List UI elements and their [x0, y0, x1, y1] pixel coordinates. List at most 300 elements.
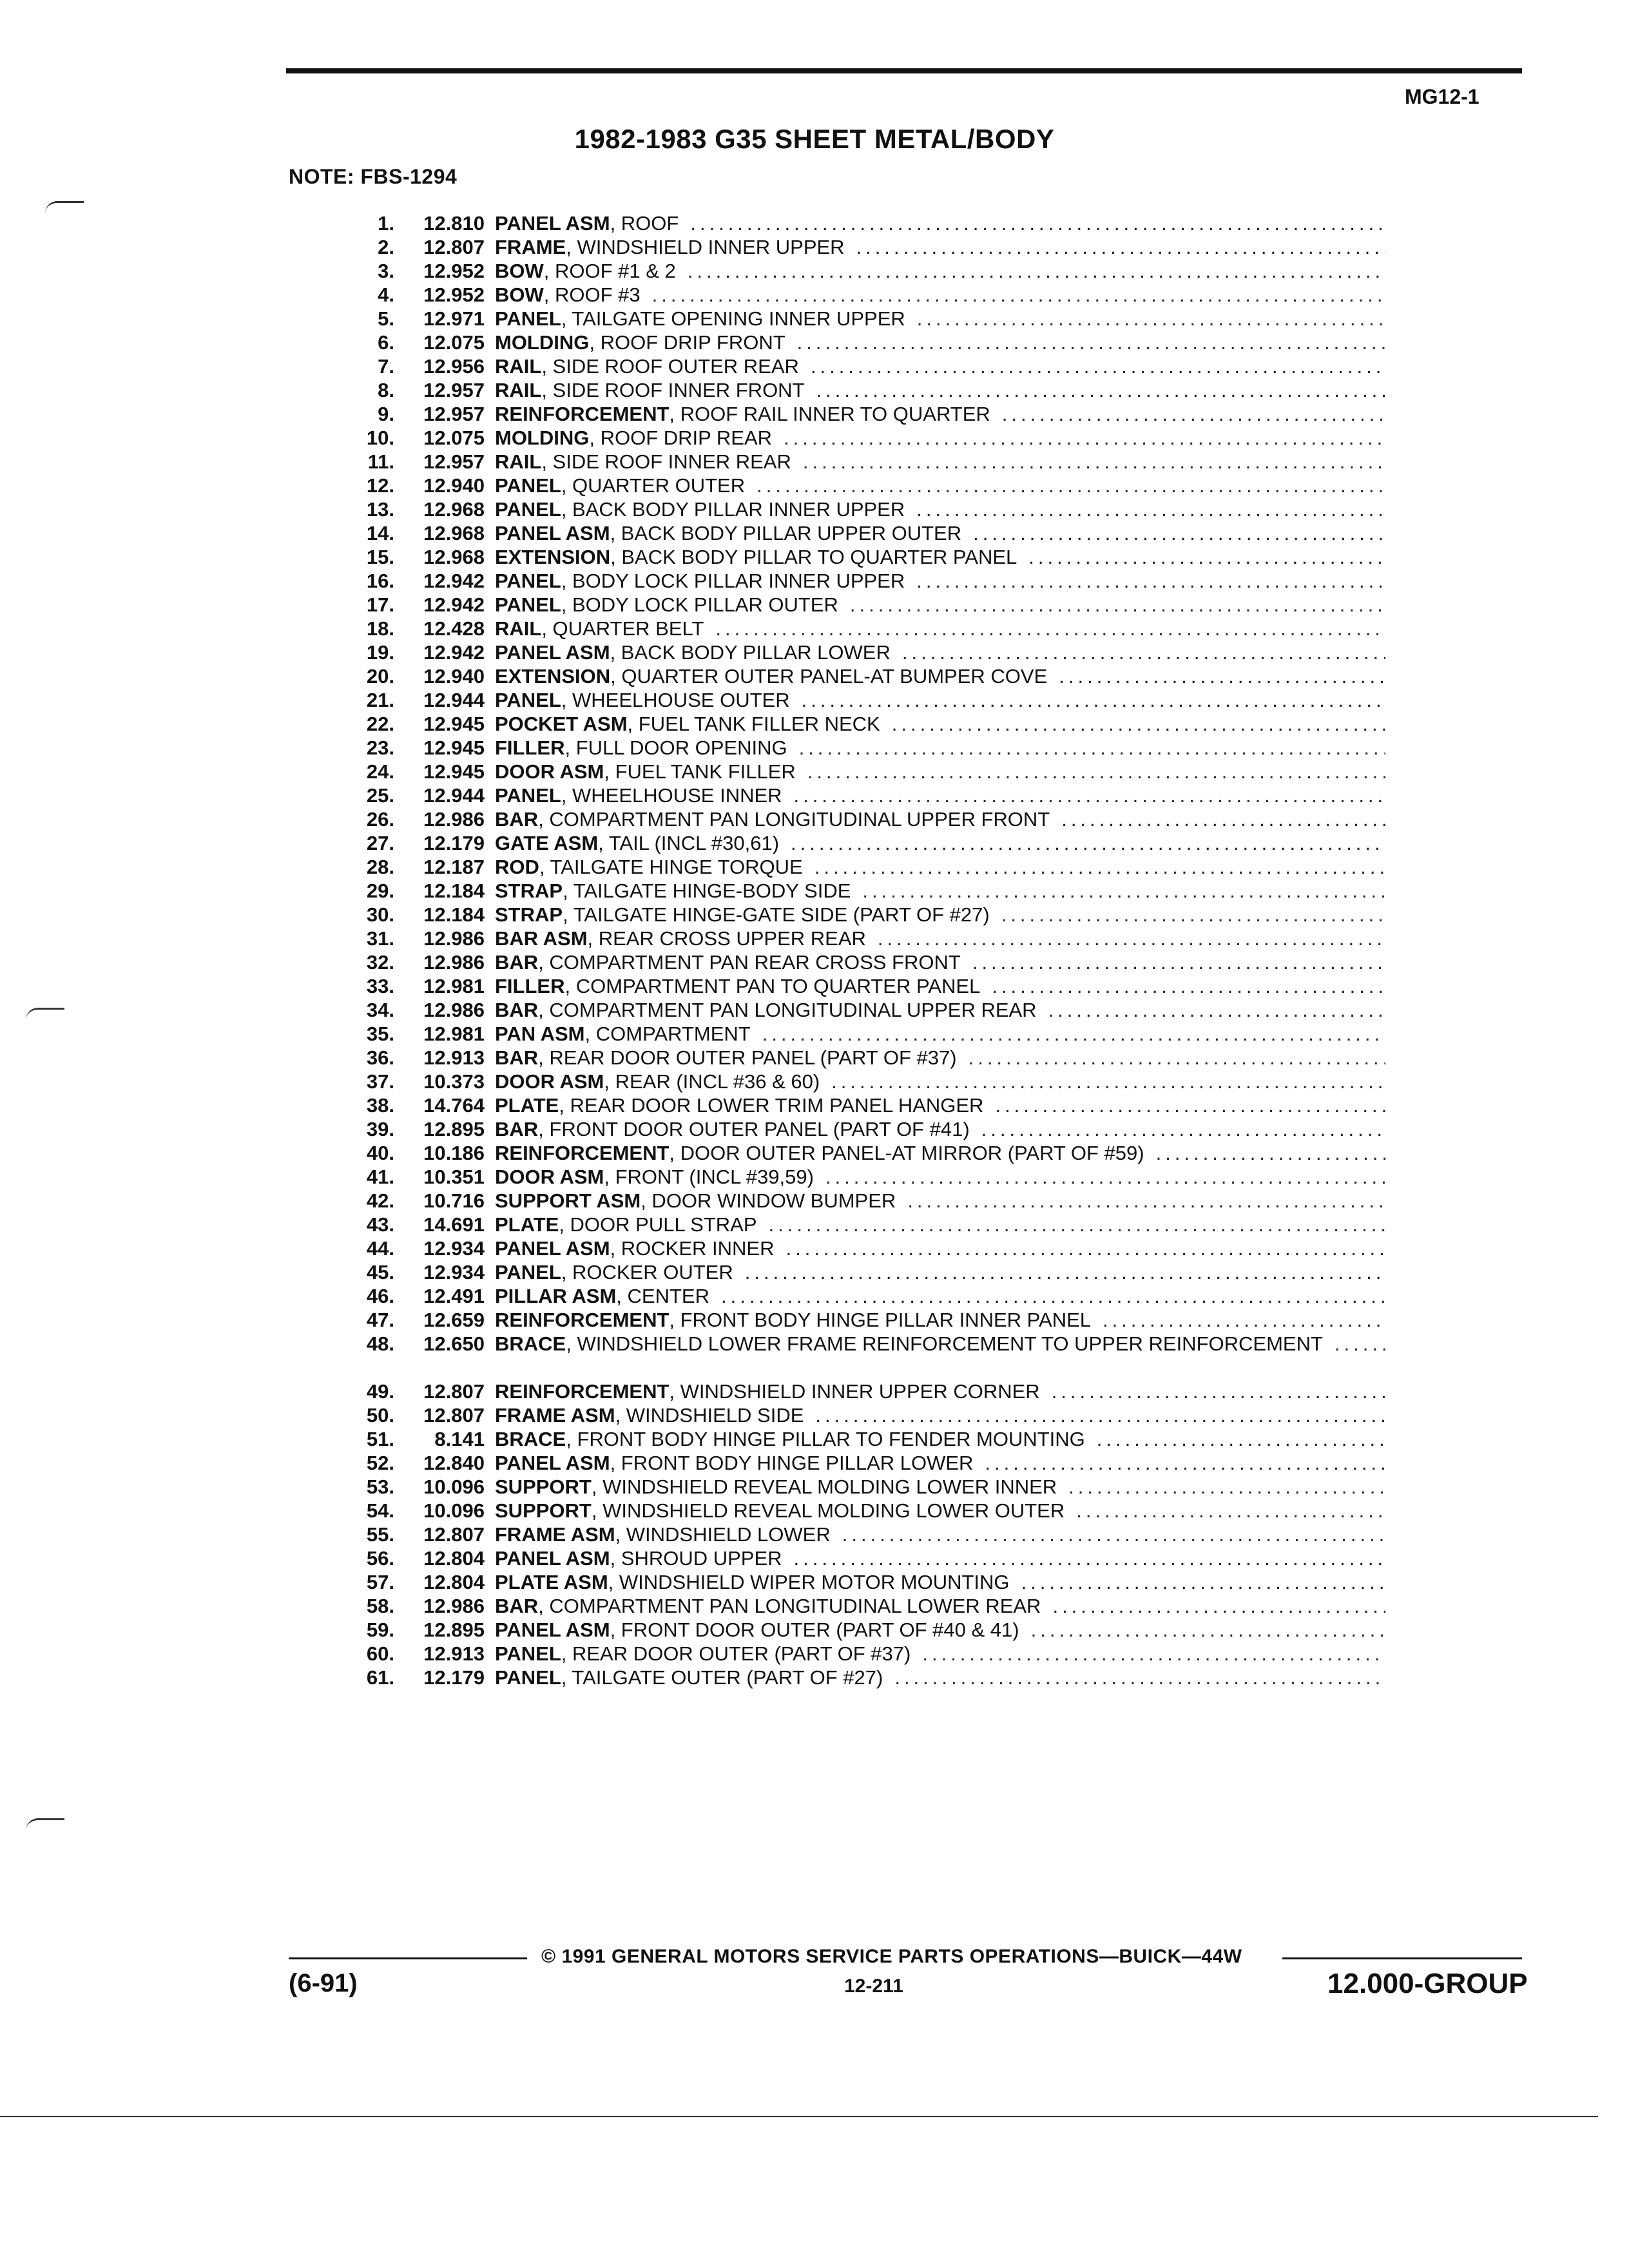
- part-name: REINFORCEMENT: [495, 1309, 670, 1331]
- leader-dots: [1065, 1499, 1385, 1523]
- part-number: 21.: [366, 689, 394, 711]
- part-name: PANEL ASM: [495, 1237, 610, 1260]
- part-group-code: 12.804: [423, 1571, 485, 1593]
- part-number: 46.: [366, 1285, 394, 1307]
- part-detail: , DOOR OUTER PANEL-AT MIRROR (PART OF #59): [669, 1142, 1144, 1164]
- part-group-code: 12.075: [423, 427, 485, 449]
- part-description: [495, 259, 1385, 283]
- leader-dots: [641, 283, 1385, 307]
- part-name: PANEL: [495, 474, 561, 497]
- part-detail: , WINDSHIELD SIDE: [615, 1404, 804, 1427]
- part-row: [335, 1070, 1385, 1093]
- part-detail: , SIDE ROOF OUTER REAR: [541, 355, 799, 378]
- part-detail: , REAR DOOR OUTER (PART OF #37): [561, 1642, 911, 1665]
- part-group-code: 12.968: [423, 546, 485, 568]
- part-description: [495, 1618, 1385, 1642]
- leader-dots: [1017, 545, 1385, 569]
- part-description: [495, 378, 1385, 402]
- part-number: 32.: [366, 951, 394, 974]
- part-row: [335, 1284, 1385, 1308]
- part-name: FILLER: [495, 975, 565, 997]
- part-name: STRAP: [495, 903, 563, 926]
- part-row: [335, 1475, 1385, 1499]
- leader-dots: [782, 783, 1385, 807]
- leader-dots: [838, 593, 1385, 617]
- part-description: [495, 1332, 1385, 1356]
- part-number: 61.: [366, 1666, 394, 1689]
- footer-rule-right: [1282, 1957, 1522, 1959]
- part-group-code: 12.986: [423, 999, 485, 1021]
- part-detail: , REAR CROSS UPPER REAR: [587, 927, 866, 950]
- page-id: MG12-1: [1405, 85, 1480, 108]
- part-row: [335, 1618, 1385, 1642]
- part-number: 51.: [366, 1428, 394, 1450]
- leader-dots: [990, 903, 1385, 927]
- part-description: [495, 235, 1385, 259]
- part-detail: , COMPARTMENT PAN REAR CROSS FRONT: [538, 951, 961, 974]
- part-group-code: 12.981: [423, 1023, 485, 1045]
- leader-dots: [804, 1403, 1385, 1427]
- part-number: 18.: [366, 617, 394, 640]
- leader-dots: [990, 402, 1385, 426]
- part-description: [495, 1093, 1385, 1117]
- part-detail: , COMPARTMENT: [584, 1023, 751, 1045]
- part-description: [495, 1523, 1385, 1546]
- leader-dots: [1037, 998, 1385, 1022]
- part-name: PANEL ASM: [495, 1547, 610, 1570]
- part-group-code: 12.945: [423, 760, 485, 783]
- leader-dots: [803, 855, 1385, 879]
- part-row: [335, 1379, 1385, 1403]
- footer-page-number: 12-211: [844, 1975, 903, 1997]
- part-number: 31.: [366, 927, 394, 950]
- part-row: [335, 1022, 1385, 1046]
- note: NOTE: FBS-1294: [289, 165, 458, 188]
- part-number: 49.: [366, 1380, 394, 1403]
- part-name: PLATE ASM: [495, 1571, 608, 1593]
- part-number: 9.: [378, 403, 394, 425]
- part-detail: , WINDSHIELD INNER UPPER CORNER: [669, 1380, 1040, 1403]
- part-row: [335, 783, 1385, 807]
- part-number: 14.: [366, 522, 394, 544]
- part-detail: , BACK BODY PILLAR INNER UPPER: [561, 498, 905, 521]
- part-description: [495, 474, 1385, 497]
- part-group-code: 12.945: [423, 713, 485, 735]
- leader-dots: [1010, 1570, 1385, 1594]
- part-number: 22.: [366, 713, 394, 735]
- part-detail: , BACK BODY PILLAR UPPER OUTER: [610, 522, 962, 544]
- leader-dots: [911, 1642, 1385, 1666]
- part-detail: , CENTER: [616, 1285, 709, 1307]
- part-detail: , SIDE ROOF INNER REAR: [541, 450, 791, 473]
- part-row: [335, 354, 1385, 378]
- binder-mark: [45, 201, 84, 213]
- part-detail: , COMPARTMENT PAN LONGITUDINAL LOWER REAR: [538, 1595, 1041, 1617]
- part-detail: , SHROUD UPPER: [610, 1547, 782, 1570]
- part-group-code: 10.096: [423, 1499, 485, 1522]
- part-group-code: 12.807: [423, 236, 485, 258]
- leader-dots: [1040, 1379, 1385, 1403]
- part-description: [495, 450, 1385, 474]
- part-description: [495, 879, 1385, 903]
- part-number: 28.: [366, 856, 394, 878]
- part-row: [335, 831, 1385, 855]
- part-detail: , TAILGATE HINGE-GATE SIDE (PART OF #27): [563, 903, 990, 926]
- part-row: [335, 474, 1385, 497]
- part-name: RAIL: [495, 379, 542, 401]
- part-row: [335, 927, 1385, 950]
- leader-dots: [957, 1046, 1385, 1070]
- leader-dots: [1085, 1427, 1385, 1451]
- part-detail: , BACK BODY PILLAR LOWER: [610, 641, 891, 664]
- part-number: 17.: [366, 593, 394, 616]
- part-detail: , TAILGATE OPENING INNER UPPER: [561, 307, 905, 330]
- part-description: [495, 1070, 1385, 1093]
- leader-dots: [973, 1451, 1385, 1475]
- part-number: 15.: [366, 546, 394, 568]
- part-detail: , WINDSHIELD REVEAL MOLDING LOWER OUTER: [591, 1499, 1065, 1522]
- part-group-code: 12.895: [423, 1619, 485, 1641]
- part-name: PANEL: [495, 1261, 561, 1283]
- part-group-code: 12.942: [423, 641, 485, 664]
- leader-dots: [905, 307, 1385, 331]
- part-group-code: 12.913: [423, 1642, 485, 1665]
- part-number: 59.: [366, 1619, 394, 1641]
- part-detail: , BACK BODY PILLAR TO QUARTER PANEL: [610, 546, 1017, 568]
- leader-dots: [745, 474, 1385, 497]
- part-number: 35.: [366, 1023, 394, 1045]
- part-row: [335, 1260, 1385, 1284]
- part-detail: , COMPARTMENT PAN LONGITUDINAL UPPER FRONT: [538, 808, 1050, 831]
- part-row: [335, 331, 1385, 354]
- part-row: [335, 1141, 1385, 1165]
- part-group-code: 12.807: [423, 1404, 485, 1427]
- leader-dots: [805, 378, 1385, 402]
- leader-dots: [845, 235, 1385, 259]
- leader-dots: [772, 426, 1385, 450]
- part-detail: , ROOF: [610, 212, 679, 235]
- part-row: [335, 307, 1385, 331]
- part-detail: , WHEELHOUSE OUTER: [561, 689, 790, 711]
- part-description: [495, 426, 1385, 450]
- part-number: 57.: [366, 1571, 394, 1593]
- part-number: 3.: [378, 260, 394, 282]
- part-group-code: 12.650: [423, 1332, 485, 1355]
- part-row: [335, 640, 1385, 664]
- part-detail: , TAILGATE HINGE TORQUE: [539, 856, 803, 878]
- part-row: [335, 569, 1385, 593]
- part-group-code: 12.952: [423, 284, 485, 306]
- part-detail: , ROCKER INNER: [610, 1237, 775, 1260]
- part-description: [495, 1260, 1385, 1284]
- binder-mark: [26, 1818, 64, 1831]
- part-name: PANEL: [495, 570, 561, 592]
- part-number: 60.: [366, 1642, 394, 1665]
- part-description: [495, 1236, 1385, 1260]
- part-group-code: 10.373: [423, 1070, 485, 1093]
- leader-dots: [782, 1546, 1385, 1570]
- part-detail: , ROOF RAIL INNER TO QUARTER: [669, 403, 990, 425]
- part-description: [495, 1570, 1385, 1594]
- part-name: PANEL: [495, 1642, 561, 1665]
- part-row: [335, 259, 1385, 283]
- part-group-code: 14.764: [423, 1094, 485, 1117]
- leader-dots: [733, 1260, 1385, 1284]
- part-number: 34.: [366, 999, 394, 1021]
- part-detail: , FRONT (INCL #39,59): [604, 1166, 814, 1188]
- part-number: 52.: [366, 1452, 394, 1474]
- part-name: RAIL: [495, 355, 542, 378]
- part-description: [495, 1189, 1385, 1213]
- part-group-code: 10.096: [423, 1475, 485, 1498]
- part-group-code: 12.840: [423, 1452, 485, 1474]
- part-row: [335, 1523, 1385, 1546]
- part-row: [335, 283, 1385, 307]
- part-group-code: 12.971: [423, 307, 485, 330]
- part-description: [495, 736, 1385, 760]
- part-name: REINFORCEMENT: [495, 1380, 670, 1403]
- part-name: DOOR ASM: [495, 1070, 604, 1093]
- part-row: [335, 1570, 1385, 1594]
- part-group-code: 12.804: [423, 1547, 485, 1570]
- part-row: [335, 974, 1385, 998]
- part-name: SUPPORT ASM: [495, 1189, 641, 1212]
- part-description: [495, 617, 1385, 640]
- part-group-code: 8.141: [434, 1428, 485, 1450]
- part-name: BRACE: [495, 1428, 566, 1450]
- part-name: PANEL: [495, 1666, 561, 1689]
- part-detail: , WINDSHIELD WIPER MOTOR MOUNTING: [608, 1571, 1010, 1593]
- page-title: 1982-1983 G35 SHEET METAL/BODY: [574, 124, 1055, 154]
- leader-dots: [961, 950, 1385, 974]
- part-description: [495, 307, 1385, 331]
- part-detail: , WINDSHIELD LOWER FRAME REINFORCEMENT TO UPPER REINFORCEMENT: [566, 1332, 1323, 1355]
- part-description: [495, 354, 1385, 378]
- part-group-code: 12.956: [423, 355, 485, 378]
- leader-dots: [1144, 1141, 1385, 1165]
- part-number: 16.: [366, 570, 394, 592]
- leader-dots: [787, 736, 1385, 760]
- part-number: 25.: [366, 784, 394, 807]
- part-name: ROD: [495, 856, 539, 878]
- leader-dots: [883, 1666, 1385, 1689]
- part-detail: , FRONT BODY HINGE PILLAR LOWER: [610, 1452, 974, 1474]
- part-row: [335, 521, 1385, 545]
- part-group-code: 10.716: [423, 1189, 485, 1212]
- part-group-code: 12.942: [423, 593, 485, 616]
- part-number: 39.: [366, 1118, 394, 1140]
- part-name: EXTENSION: [495, 665, 611, 687]
- part-group-code: 12.807: [423, 1380, 485, 1403]
- part-group-code: 12.968: [423, 498, 485, 521]
- part-detail: , QUARTER BELT: [541, 617, 704, 640]
- part-description: [495, 1308, 1385, 1332]
- part-description: [495, 1594, 1385, 1618]
- part-detail: , FRONT BODY HINGE PILLAR TO FENDER MOUNTING: [566, 1428, 1085, 1450]
- part-number: 5.: [378, 307, 394, 330]
- part-row: [335, 998, 1385, 1022]
- leader-dots: [757, 1213, 1385, 1236]
- part-group-code: 12.952: [423, 260, 485, 282]
- part-detail: , WHEELHOUSE INNER: [561, 784, 782, 807]
- leader-dots: [774, 1236, 1385, 1260]
- part-number: 42.: [366, 1189, 394, 1212]
- part-description: [495, 807, 1385, 831]
- part-name: PANEL: [495, 784, 561, 807]
- part-description: [495, 1046, 1385, 1070]
- part-name: BAR: [495, 1118, 539, 1140]
- part-detail: , COMPARTMENT PAN TO QUARTER PANEL: [564, 975, 981, 997]
- part-row: [335, 760, 1385, 783]
- part-row: [335, 688, 1385, 712]
- part-number: 37.: [366, 1070, 394, 1093]
- part-number: 26.: [366, 808, 394, 831]
- part-group-code: 12.491: [423, 1285, 485, 1307]
- part-group-code: 10.351: [423, 1166, 485, 1188]
- part-description: [495, 402, 1385, 426]
- part-name: PILLAR ASM: [495, 1285, 617, 1307]
- leader-dots: [831, 1523, 1385, 1546]
- part-detail: , REAR DOOR OUTER PANEL (PART OF #37): [538, 1046, 957, 1069]
- part-group-code: 12.187: [423, 856, 485, 878]
- part-description: [495, 1022, 1385, 1046]
- part-name: PANEL ASM: [495, 1619, 610, 1641]
- part-number: 12.: [366, 474, 394, 497]
- part-detail: , ROOF #3: [543, 284, 641, 306]
- part-name: BAR: [495, 808, 539, 831]
- part-name: FRAME ASM: [495, 1523, 615, 1546]
- part-name: PANEL: [495, 498, 561, 521]
- part-number: 56.: [366, 1547, 394, 1570]
- part-group-code: 12.934: [423, 1261, 485, 1283]
- part-detail: , TAIL (INCL #30,61): [598, 832, 780, 854]
- part-number: 11.: [367, 450, 394, 473]
- part-description: [495, 1499, 1385, 1523]
- part-detail: , REAR DOOR LOWER TRIM PANEL HANGER: [559, 1094, 984, 1117]
- part-number: 27.: [366, 832, 394, 854]
- part-number: 13.: [366, 498, 394, 521]
- leader-dots: [1091, 1308, 1385, 1332]
- part-number: 1.: [378, 212, 394, 235]
- part-number: 23.: [366, 736, 394, 759]
- part-group-code: 10.186: [423, 1142, 485, 1164]
- part-group-code: 12.810: [423, 212, 485, 235]
- part-row: [335, 1236, 1385, 1260]
- part-row: [335, 1666, 1385, 1689]
- part-description: [495, 1284, 1385, 1308]
- part-group-code: 12.659: [423, 1309, 485, 1331]
- part-description: [495, 1427, 1385, 1451]
- parts-list: [335, 211, 1385, 1689]
- part-number: 40.: [366, 1142, 394, 1164]
- part-group-code: 12.942: [423, 570, 485, 592]
- part-name: PANEL: [495, 307, 561, 330]
- footer-date: (6-91): [289, 1969, 358, 1997]
- part-row: [335, 903, 1385, 927]
- part-number: 6.: [378, 331, 394, 354]
- copyright: © 1991 GENERAL MOTORS SERVICE PARTS OPERATIONS—BUICK—44W: [541, 1946, 1242, 1967]
- part-description: [495, 1165, 1385, 1189]
- part-name: PANEL: [495, 689, 561, 711]
- part-name: PANEL: [495, 593, 561, 616]
- part-number: 45.: [366, 1261, 394, 1283]
- part-row: [335, 664, 1385, 688]
- part-number: 41.: [366, 1166, 394, 1188]
- part-number: 48.: [366, 1332, 394, 1355]
- part-name: SUPPORT: [495, 1499, 592, 1522]
- part-name: SUPPORT: [495, 1475, 592, 1498]
- part-number: 19.: [366, 641, 394, 664]
- part-detail: , DOOR WINDOW BUMPER: [641, 1189, 896, 1212]
- part-detail: , TAILGATE HINGE-BODY SIDE: [563, 879, 851, 902]
- leader-dots: [799, 354, 1385, 378]
- bottom-rule: [0, 2116, 1598, 2117]
- part-name: STRAP: [495, 879, 563, 902]
- part-name: BAR: [495, 999, 539, 1021]
- part-group-code: 14.691: [423, 1213, 485, 1236]
- part-detail: , ROOF #1 & 2: [543, 260, 676, 282]
- part-name: RAIL: [495, 450, 542, 473]
- part-description: [495, 521, 1385, 545]
- part-row: [335, 1189, 1385, 1213]
- part-detail: , DOOR PULL STRAP: [559, 1213, 757, 1236]
- part-group-code: 12.184: [423, 879, 485, 902]
- part-group-code: 12.957: [423, 450, 485, 473]
- leader-dots: [779, 831, 1385, 855]
- part-number: 10.: [366, 427, 394, 449]
- part-description: [495, 1666, 1385, 1689]
- leader-dots: [709, 1284, 1385, 1308]
- part-name: BAR: [495, 951, 539, 974]
- part-name: REINFORCEMENT: [495, 1142, 670, 1164]
- part-name: BRACE: [495, 1332, 566, 1355]
- part-group-code: 12.075: [423, 331, 485, 354]
- part-row: [335, 879, 1385, 903]
- part-description: [495, 903, 1385, 927]
- part-name: DOOR ASM: [495, 760, 604, 783]
- part-name: PANEL ASM: [495, 212, 610, 235]
- part-number: 36.: [366, 1046, 394, 1069]
- part-detail: , WINDSHIELD LOWER: [615, 1523, 831, 1546]
- part-name: EXTENSION: [495, 546, 611, 568]
- leader-dots: [880, 712, 1385, 736]
- part-detail: , WINDSHIELD INNER UPPER: [566, 236, 845, 258]
- footer-rule-left: [289, 1957, 527, 1959]
- leader-dots: [814, 1165, 1385, 1189]
- leader-dots: [820, 1070, 1385, 1093]
- part-row: [335, 807, 1385, 831]
- part-detail: , COMPARTMENT PAN LONGITUDINAL UPPER REAR: [538, 999, 1037, 1021]
- part-description: [495, 1379, 1385, 1403]
- part-group-code: 12.940: [423, 474, 485, 497]
- part-row: [335, 1427, 1385, 1451]
- part-row: [335, 1117, 1385, 1141]
- part-description: [495, 640, 1385, 664]
- part-row: [335, 1499, 1385, 1523]
- part-row: [335, 426, 1385, 450]
- part-number: 33.: [366, 975, 394, 997]
- part-number: 8.: [378, 379, 394, 401]
- part-group-code: 12.945: [423, 736, 485, 759]
- part-detail: , FRONT DOOR OUTER PANEL (PART OF #41): [538, 1118, 970, 1140]
- part-detail: , FRONT DOOR OUTER (PART OF #40 & 41): [610, 1619, 1019, 1641]
- part-row: [335, 1046, 1385, 1070]
- part-row: [335, 1642, 1385, 1666]
- leader-dots: [786, 331, 1385, 354]
- part-detail: , WINDSHIELD REVEAL MOLDING LOWER INNER: [591, 1475, 1057, 1498]
- part-group-code: 12.179: [423, 832, 485, 854]
- part-name: POCKET ASM: [495, 713, 628, 735]
